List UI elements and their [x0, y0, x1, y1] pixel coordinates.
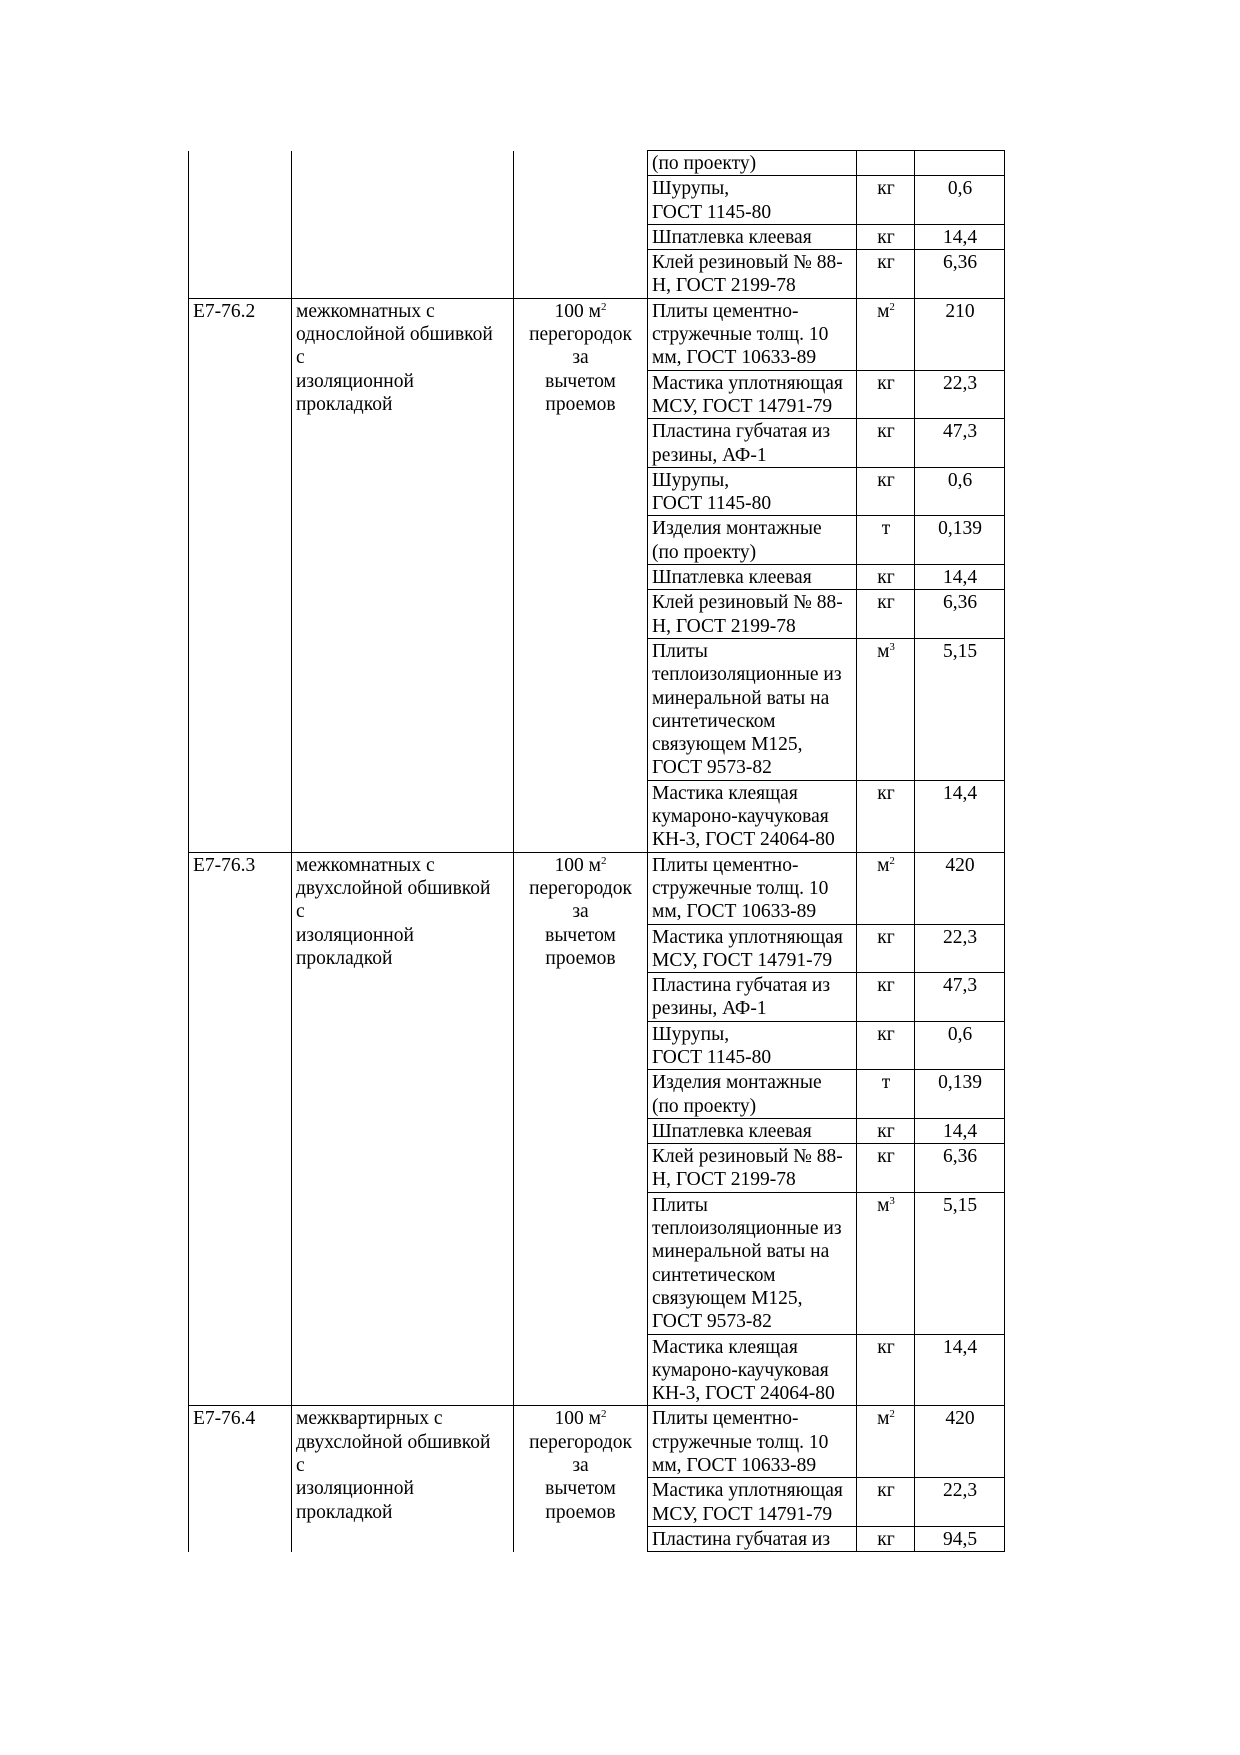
unit: [857, 973, 915, 1022]
unit: [857, 780, 915, 852]
description-line: с: [296, 1455, 305, 1477]
measure-line: перегородок: [529, 877, 632, 899]
quantity: 0,139: [915, 1070, 1005, 1119]
unit-text-superscript: 2: [889, 854, 895, 867]
measure-line: [516, 300, 645, 323]
material-name: Клей резиновый № 88-Н, ГОСТ 2199-78: [648, 250, 857, 299]
unit-text: кг: [877, 1480, 895, 1502]
unit-text-superscript: 2: [889, 1408, 895, 1421]
description-line: изоляционной: [296, 924, 414, 946]
unit: [857, 224, 915, 249]
material-name: (по проекту): [648, 151, 857, 176]
quantity: 420: [915, 852, 1005, 924]
document-page: [188, 150, 1005, 1552]
material-name-line: ГОСТ 1145-80: [652, 493, 772, 515]
table-row: [189, 151, 1005, 176]
quantity: 22,3: [915, 1478, 1005, 1527]
material-name: [648, 1021, 857, 1070]
unit-text: кг: [877, 1120, 895, 1142]
unit: [857, 1144, 915, 1193]
unit: [857, 1021, 915, 1070]
empty-cell: [292, 151, 514, 299]
empty-cell: [514, 151, 648, 299]
unit: [857, 924, 915, 973]
unit-text: кг: [877, 926, 895, 948]
unit: [857, 565, 915, 590]
quantity: 14,4: [915, 224, 1005, 249]
unit: [857, 1070, 915, 1119]
unit-text: т: [881, 518, 891, 540]
unit: [857, 1192, 915, 1334]
quantity: 420: [915, 1406, 1005, 1478]
unit: [857, 419, 915, 468]
unit: [857, 370, 915, 419]
description-line: двухслойной обшивкой: [296, 1431, 491, 1453]
description-cell: [292, 852, 514, 1406]
unit-text: кг: [877, 975, 895, 997]
measure-line: проемов: [545, 947, 616, 969]
table-row: [189, 852, 1005, 924]
quantity: 22,3: [915, 924, 1005, 973]
quantity: 0,6: [915, 467, 1005, 516]
material-name: [648, 176, 857, 225]
quantity: 5,15: [915, 1192, 1005, 1334]
measure-line: вычетом: [545, 924, 616, 946]
description-line: с: [296, 901, 305, 923]
material-name: Изделия монтажные (по проекту): [648, 1070, 857, 1119]
description-line: межкомнатных с: [296, 300, 435, 322]
unit-text: кг: [877, 226, 895, 248]
material-name: Мастика уплотняющая МСУ, ГОСТ 14791-79: [648, 1478, 857, 1527]
unit-text: кг: [877, 469, 895, 491]
unit-text: кг: [877, 1528, 895, 1550]
material-name: Плиты цементно-стружечные толщ. 10 мм, ГОСТ 10633-89: [648, 852, 857, 924]
unit: [857, 298, 915, 370]
material-name: Плиты цементно-стружечные толщ. 10 мм, ГОСТ 10633-89: [648, 1406, 857, 1478]
material-name: Мастика клеящая кумароно-каучуковая КН-3, ГОСТ 24064-80: [648, 1334, 857, 1406]
code-cell: Е7-76.4: [189, 1406, 292, 1552]
material-name-line: ГОСТ 1145-80: [652, 201, 772, 223]
measure-line: вычетом: [545, 1478, 616, 1500]
unit: [857, 1526, 915, 1551]
measure-line: проемов: [545, 393, 616, 415]
description-line: двухслойной обшивкой: [296, 877, 491, 899]
unit: [857, 1118, 915, 1143]
quantity: 5,15: [915, 638, 1005, 780]
measure-line: за: [572, 1455, 589, 1477]
material-name: Плиты теплоизоляционные из минеральной ваты на синтетическом связующем М125, ГОСТ 9573-82: [648, 638, 857, 780]
unit-text-superscript: 3: [889, 1194, 895, 1207]
measure-value-superscript: 2: [600, 854, 607, 867]
unit: [857, 467, 915, 516]
material-name: Клей резиновый № 88-Н, ГОСТ 2199-78: [648, 590, 857, 639]
measure-value: 100 м: [554, 1408, 601, 1430]
measure-line: перегородок: [529, 324, 632, 346]
empty-cell: [189, 151, 292, 299]
quantity: 47,3: [915, 419, 1005, 468]
unit: [857, 151, 915, 176]
material-name: Пластина губчатая из: [648, 1526, 857, 1551]
unit: [857, 516, 915, 565]
measure-cell: [514, 298, 648, 852]
material-name: Шпатлевка клеевая: [648, 565, 857, 590]
description-line: прокладкой: [296, 947, 393, 969]
measure-cell: [514, 1406, 648, 1552]
unit-text: м: [877, 300, 890, 322]
unit: [857, 1478, 915, 1527]
measure-line: проемов: [545, 1501, 616, 1523]
measure-value: 100 м: [554, 300, 601, 322]
table-row: [189, 1406, 1005, 1478]
description-cell: [292, 298, 514, 852]
unit-text: кг: [877, 372, 895, 394]
table-row: [189, 298, 1005, 370]
unit-text: кг: [877, 178, 895, 200]
code-cell: Е7-76.2: [189, 298, 292, 852]
quantity: 0,6: [915, 1021, 1005, 1070]
material-name: Изделия монтажные (по проекту): [648, 516, 857, 565]
quantity: 14,4: [915, 780, 1005, 852]
material-name: Плиты цементно-стружечные толщ. 10 мм, ГОСТ 10633-89: [648, 298, 857, 370]
material-name: Плиты теплоизоляционные из минеральной ваты на синтетическом связующем М125, ГОСТ 9573-82: [648, 1192, 857, 1334]
unit-text: кг: [877, 1336, 895, 1358]
quantity: 14,4: [915, 1334, 1005, 1406]
quantity: 6,36: [915, 1144, 1005, 1193]
unit-text-superscript: 2: [889, 300, 895, 313]
measure-line: вычетом: [545, 370, 616, 392]
unit-text: кг: [877, 567, 895, 589]
measure-line: за: [572, 901, 589, 923]
unit-text: т: [881, 1072, 891, 1094]
material-name: Шпатлевка клеевая: [648, 224, 857, 249]
unit-text: кг: [877, 1023, 895, 1045]
quantity: 6,36: [915, 590, 1005, 639]
description-line: прокладкой: [296, 393, 393, 415]
unit-text: м: [877, 1194, 890, 1216]
unit-text-superscript: 3: [889, 640, 895, 653]
material-name: Пластина губчатая из резины, АФ-1: [648, 419, 857, 468]
description-line: изоляционной: [296, 370, 414, 392]
description-line: с: [296, 347, 305, 369]
quantity: 14,4: [915, 565, 1005, 590]
material-name-line: ГОСТ 1145-80: [652, 1046, 772, 1068]
unit-text: м: [877, 854, 890, 876]
material-name-line: Шурупы,: [652, 178, 730, 200]
quantity: 22,3: [915, 370, 1005, 419]
description-line: однослойной обшивкой: [296, 324, 493, 346]
quantity: 47,3: [915, 973, 1005, 1022]
measure-cell: [514, 852, 648, 1406]
unit: [857, 638, 915, 780]
quantity: 210: [915, 298, 1005, 370]
measure-line: [516, 1407, 645, 1430]
measure-line: за: [572, 347, 589, 369]
unit-text: м: [877, 1408, 890, 1430]
unit-text: кг: [877, 592, 895, 614]
description-cell: [292, 1406, 514, 1552]
quantity: 0,6: [915, 176, 1005, 225]
measure-value-superscript: 2: [600, 1408, 607, 1421]
unit: [857, 250, 915, 299]
material-name: Мастика уплотняющая МСУ, ГОСТ 14791-79: [648, 370, 857, 419]
quantity: [915, 151, 1005, 176]
unit-text: м: [877, 640, 890, 662]
unit: [857, 852, 915, 924]
unit: [857, 590, 915, 639]
measure-value: 100 м: [554, 854, 601, 876]
material-name: Мастика клеящая кумароно-каучуковая КН-3, ГОСТ 24064-80: [648, 780, 857, 852]
quantity: 94,5: [915, 1526, 1005, 1551]
material-name: [648, 467, 857, 516]
material-name: Мастика уплотняющая МСУ, ГОСТ 14791-79: [648, 924, 857, 973]
measure-line: [516, 854, 645, 877]
measure-line: перегородок: [529, 1431, 632, 1453]
material-name: Шпатлевка клеевая: [648, 1118, 857, 1143]
quantity: 0,139: [915, 516, 1005, 565]
material-name-line: Шурупы,: [652, 1023, 730, 1045]
unit: [857, 1406, 915, 1478]
unit: [857, 1334, 915, 1406]
description-line: изоляционной: [296, 1478, 414, 1500]
description-line: прокладкой: [296, 1501, 393, 1523]
measure-value-superscript: 2: [600, 300, 607, 313]
unit-text: кг: [877, 421, 895, 443]
unit-text: кг: [877, 782, 895, 804]
material-name: Клей резиновый № 88-Н, ГОСТ 2199-78: [648, 1144, 857, 1193]
unit-text: кг: [877, 1146, 895, 1168]
material-name: Пластина губчатая из резины, АФ-1: [648, 973, 857, 1022]
description-line: межквартирных с: [296, 1408, 443, 1430]
quantity: 14,4: [915, 1118, 1005, 1143]
unit: [857, 176, 915, 225]
code-cell: Е7-76.3: [189, 852, 292, 1406]
description-line: межкомнатных с: [296, 854, 435, 876]
materials-table: [188, 150, 1005, 1552]
quantity: 6,36: [915, 250, 1005, 299]
unit-text: кг: [877, 252, 895, 274]
material-name-line: Шурупы,: [652, 469, 730, 491]
